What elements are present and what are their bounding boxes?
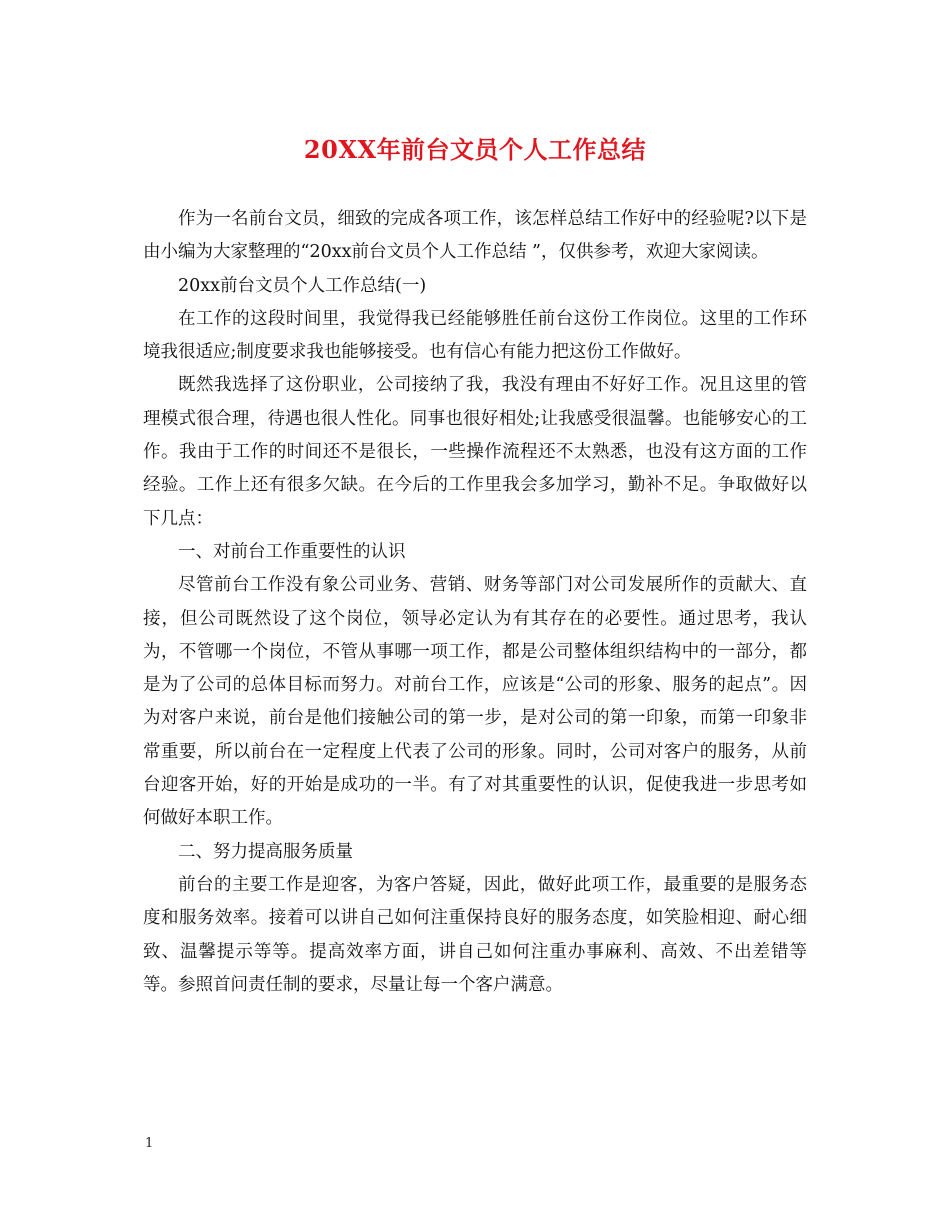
page-number: 1 <box>145 1136 154 1151</box>
body-paragraph: 在工作的这段时间里，我觉得我已经能够胜任前台这份工作岗位。这里的工作环境我很适应;制度要求我也能够接受。也有信心有能力把这份工作做好。 <box>143 308 807 363</box>
subheading-service-quality: 二、努力提高服务质量 <box>178 841 353 862</box>
body-paragraph: 既然我选择了这份职业，公司接纳了我，我没有理由不好好工作。况且这里的管理模式很合理，待遇也很人性化。同事也很好相处;让我感受很温馨。也能够安心的工作。我由于工作的时间还不是很长，一些操作流程还不太熟悉，也没有这方面的工作经验。工作上还有很多欠缺。在今后的工作里我会多加学习，勤补不足。争取做好以下几点： <box>143 375 807 529</box>
intro-paragraph: 作为一名前台文员，细致的完成各项工作，该怎样总结工作好中的经验呢?以下是由小编为大家整理的“20xx前台文员个人工作总结 ”，仅供参考，欢迎大家阅读。 <box>143 209 807 263</box>
subheading-importance: 一、对前台工作重要性的认识 <box>178 541 406 562</box>
body-paragraph: 前台的主要工作是迎客，为客户答疑，因此，做好此项工作，最重要的是服务态度和服务效率。接着可以讲自己如何注重保持良好的服务态度，如笑脸相迎、耐心细致、温馨提示等等。提高效率方面，讲自己如何注重办事麻利、高效、不出差错等等。参照首问责任制的要求，尽量让每一个客户满意。 <box>143 874 807 995</box>
section-heading-summary-one: 20xx前台文员个人工作总结(一) <box>178 275 427 296</box>
body-paragraph: 尽管前台工作没有象公司业务、营销、财务等部门对公司发展所作的贡献大、直接，但公司既然设了这个岗位，领导必定认为有其存在的必要性。通过思考，我认为，不管哪一个岗位，不管从事哪一项工作，都是公司整体组织结构中的一部分，都是为了公司的总体目标而努力。对前台工作，应该是“公司的形象、服务的起点”。因为对客户来说，前台是他们接触公司的第一步，是对公司的第一印象，而第一印象非常重要，所以前台在一定程度上代表了公司的形象。同时，公司对客户的服务，从前台迎客开始，好的开始是成功的一半。有了对其重要性的认识，促使我进一步思考如何做好本职工作。 <box>143 575 807 829</box>
document-body <box>143 203 807 1002</box>
document-title: 20XX年前台文员个人工作总结 <box>303 135 647 164</box>
